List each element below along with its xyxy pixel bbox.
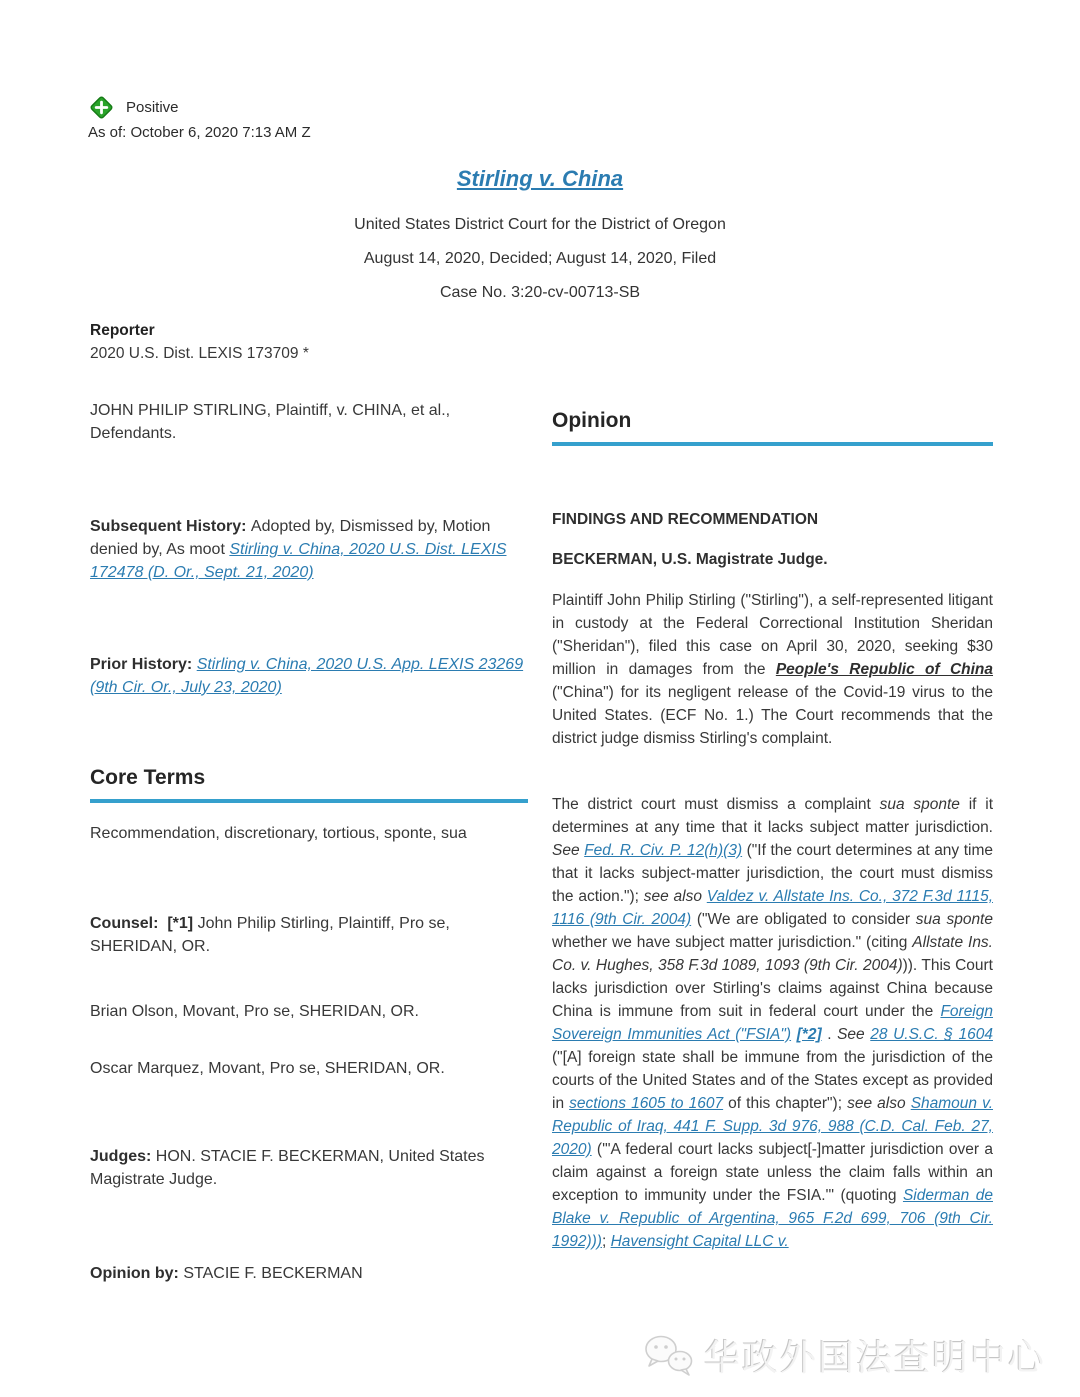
text-segment: Counsel: [*1]	[90, 915, 194, 932]
findings-heading: FINDINGS AND RECOMMENDATION	[552, 511, 819, 528]
case-number: Case No. 3:20-cv-00713-SB	[439, 284, 641, 301]
text-segment: ("We are obligated to consider	[691, 911, 916, 928]
prior-history	[90, 653, 528, 699]
subsequent-history	[90, 515, 528, 584]
text-segment: Allstate Ins. Co. v. Hughes, 358 F.3d 1089, 1093 (9th Cir. 2004)	[552, 934, 993, 974]
judge-byline: BECKERMAN, U.S. Magistrate Judge.	[552, 551, 828, 568]
text-segment: see also	[847, 1095, 906, 1112]
text-segment: whether we have subject matter jurisdiction." (citing	[552, 934, 913, 951]
watermark-text: 华政外国法查明中心	[703, 1337, 1046, 1378]
text-segment: Subsequent History:	[90, 518, 251, 535]
citation-link[interactable]: Havensight Capital LLC v.	[610, 1233, 789, 1250]
citation-link[interactable]: sections 1605 to 1607	[569, 1095, 724, 1112]
case-caption: JOHN PHILIP STIRLING, Plaintiff, v. CHINA, et al., Defendants.	[90, 402, 451, 442]
citation-link[interactable]: Siderman de Blake v. Republic of Argentina, 965 F.2d 699, 706 (9th Cir. 1992)))	[552, 1187, 993, 1250]
citation-link[interactable]: Stirling v. China, 2020 U.S. App. LEXIS 23269 (9th Cir. Or., July 23, 2020)	[90, 656, 524, 696]
text-segment: John Philip Stirling, Plaintiff, Pro se, SHERIDAN, OR.	[90, 915, 450, 955]
citation-link[interactable]: Foreign Sovereign Immunities Act ("FSIA")	[552, 1003, 993, 1043]
opinion-paragraph-2	[552, 793, 993, 1253]
opinion-heading-label: Opinion	[552, 409, 632, 432]
reporter-label: Reporter	[90, 322, 155, 339]
wechat-logo-icon	[642, 1333, 696, 1379]
decided-filed-date: August 14, 2020, Decided; August 14, 2020, Filed	[363, 250, 717, 267]
opinion-paragraph-1	[552, 589, 993, 750]
core-terms-heading	[90, 765, 528, 803]
opinion-heading	[552, 408, 993, 446]
text-segment: STACIE F. BECKERMAN	[183, 1265, 363, 1282]
left-column	[90, 0, 528, 1397]
text-segment: sua sponte	[879, 796, 960, 813]
text-segment: see also	[643, 888, 702, 905]
as-of-date: As of: October 6, 2020 7:13 AM Z	[88, 124, 311, 141]
citation-link[interactable]: Stirling v. China, 2020 U.S. Dist. LEXIS 172478 (D. Or., Sept. 21, 2020)	[90, 541, 507, 581]
text-segment: Adopted by, Dismissed by, Motion denied by, As moot	[90, 518, 491, 558]
citation-link[interactable]: Valdez v. Allstate Ins. Co., 372 F.3d 1115, 1116 (9th Cir. 2004)	[552, 888, 993, 928]
text-segment: ("China") for its negligent release of the Covid-19 virus to the United States. (ECF No. 1.) The Court recommends that the district judge dismiss Stirling's complaint.	[552, 684, 993, 747]
text-segment: )). This Court lacks jurisdiction over Stirling's claims against China because China is immune from suit in federal court under the	[552, 957, 993, 1020]
text-segment: HON. STACIE F. BECKERMAN, United States Magistrate Judge.	[90, 1148, 485, 1188]
text-segment: Plaintiff John Philip Stirling ("Stirling"), a self-represented litigant in custody at the Federal Correctional Institution Sheridan ("Sheridan"), filed this case on April 30, 2020, seeking $30 million in damages from the	[552, 592, 993, 678]
core-terms-heading-label: Core Terms	[90, 766, 206, 789]
text-segment: ("If the court determines at any time that it lacks subject-matter jurisdiction, the court must dismiss the action.");	[552, 842, 993, 905]
text-segment: Opinion by:	[90, 1265, 184, 1282]
court-name: United States District Court for the District of Oregon	[354, 216, 726, 233]
text-segment: Prior History:	[90, 656, 197, 673]
core-terms-list: Recommendation, discretionary, tortious, sponte, sua	[90, 825, 467, 842]
counsel-movant-2: Oscar Marquez, Movant, Pro se, SHERIDAN, OR.	[90, 1060, 445, 1077]
citation-link[interactable]: Fed. R. Civ. P. 12(h)(3)	[584, 842, 743, 859]
watermark	[642, 1330, 1046, 1381]
signal-label: Positive	[126, 99, 179, 116]
text-segment: of this chapter");	[723, 1095, 848, 1112]
opinion-rule	[552, 442, 993, 446]
text-segment: People's Republic of China	[775, 661, 994, 678]
judges	[90, 1145, 528, 1191]
citation-link[interactable]: [*2]	[796, 1026, 822, 1043]
text-segment: ("[A] foreign state shall be immune from the jurisdiction of the courts of the United States and of the States except as provided in	[552, 1049, 993, 1112]
text-segment: ('"A federal court lacks subject[-]matter jurisdiction over a claim against a foreign state unless the claim falls within an exception to immunity under the FSIA.'" (quoting	[552, 1141, 993, 1204]
text-segment: sua sponte	[915, 911, 993, 928]
text-segment: ;	[601, 1233, 611, 1250]
counsel-movant-1: Brian Olson, Movant, Pro se, SHERIDAN, OR.	[90, 1003, 419, 1020]
case-title-link[interactable]: Stirling v. China	[456, 166, 624, 191]
citation-link[interactable]: Shamoun v. Republic of Iraq, 441 F. Supp. 3d 976, 988 (C.D. Cal. Feb. 27, 2020)	[552, 1095, 994, 1158]
core-terms-rule	[90, 799, 528, 803]
text-segment: Judges:	[90, 1148, 156, 1165]
text-segment: if it determines at any time that it lacks subject matter jurisdiction.	[552, 796, 993, 836]
text-segment: See	[552, 842, 580, 859]
counsel	[90, 912, 528, 958]
opinion-by	[90, 1262, 528, 1285]
citation-link[interactable]: 28 U.S.C. § 1604	[870, 1026, 993, 1043]
text-segment: See	[837, 1026, 865, 1043]
reporter-citation: 2020 U.S. Dist. LEXIS 173709 *	[90, 345, 309, 362]
right-column	[552, 0, 993, 1397]
text-segment: The district court must dismiss a complaint	[552, 796, 880, 813]
text-segment: .	[821, 1026, 838, 1043]
